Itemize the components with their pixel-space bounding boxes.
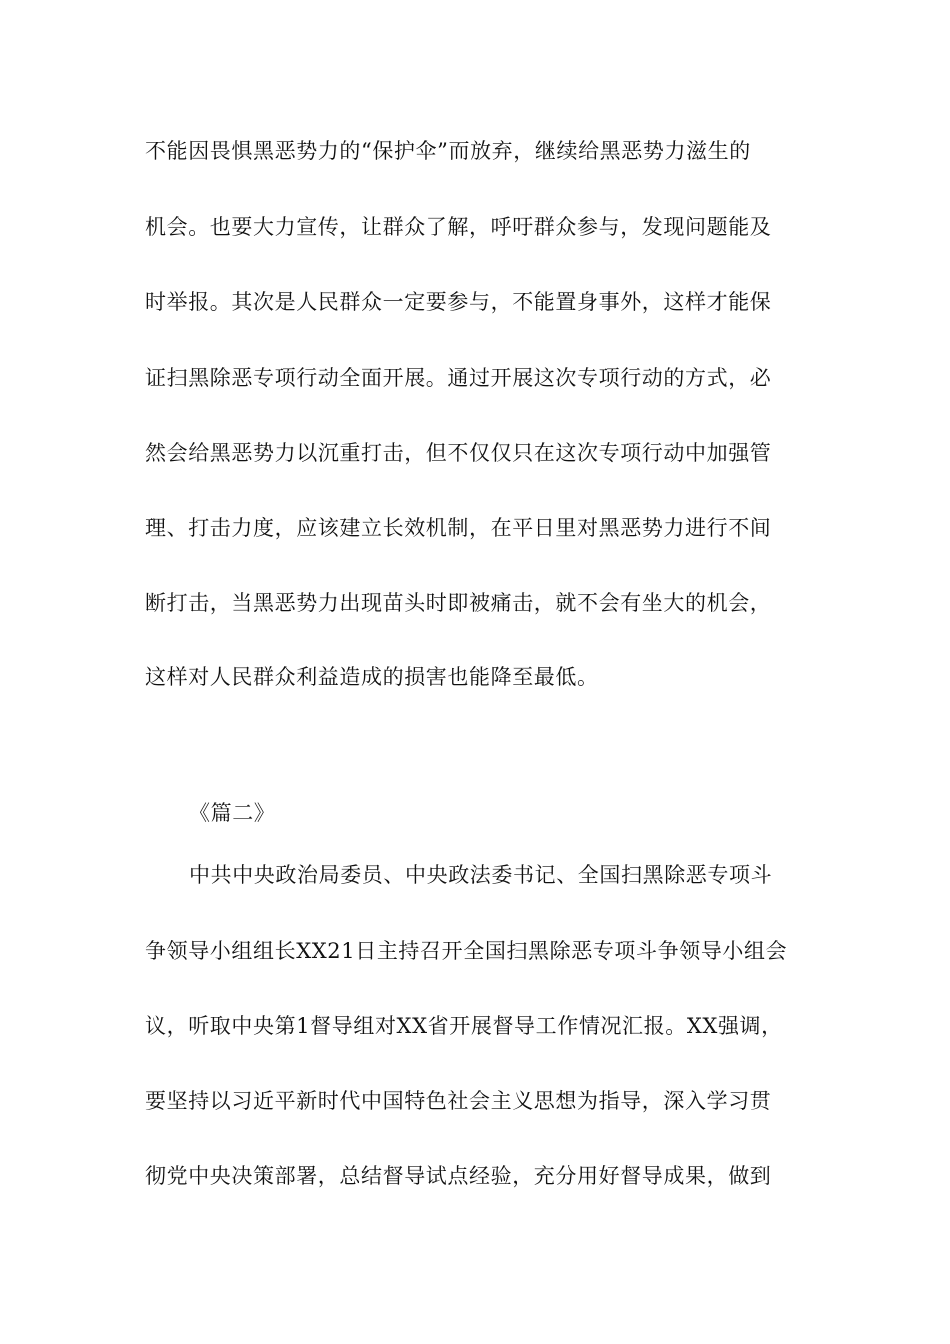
paragraph-line: 不能因畏惧黑恶势力的“保护伞”而放弃，继续给黑恶势力滋生的 xyxy=(145,139,751,163)
paragraph-line: 然会给黑恶势力以沉重打击，但不仅仅只在这次专项行动中加强管 xyxy=(145,441,772,465)
paragraph-line: 证扫黑除恶专项行动全面开展。通过开展这次专项行动的方式，必 xyxy=(145,366,772,390)
section-heading: 《篇二》 xyxy=(189,801,276,825)
paragraph-line: 议，听取中央第1督导组对XX省开展督导工作情况汇报。XX强调， xyxy=(145,1014,783,1038)
paragraph-line: 要坚持以习近平新时代中国特色社会主义思想为指导，深入学习贯 xyxy=(145,1089,772,1113)
paragraph-line: 理、打击力度，应该建立长效机制，在平日里对黑恶势力进行不间 xyxy=(145,516,772,540)
paragraph-line: 中共中央政治局委员、中央政法委书记、全国扫黑除恶专项斗 xyxy=(189,863,773,887)
paragraph-line: 这样对人民群众利益造成的损害也能降至最低。 xyxy=(145,665,599,689)
paragraph-line: 断打击，当黑恶势力出现苗头时即被痛击，就不会有坐大的机会， xyxy=(145,591,772,615)
paragraph-line: 时举报。其次是人民群众一定要参与，不能置身事外，这样才能保 xyxy=(145,290,772,314)
paragraph-line: 争领导小组组长XX21日主持召开全国扫黑除恶专项斗争领导小组会 xyxy=(145,939,788,963)
paragraph-line: 机会。也要大力宣传，让群众了解，呼吁群众参与，发现问题能及 xyxy=(145,215,772,239)
paragraph-line: 彻党中央决策部署，总结督导试点经验，充分用好督导成果，做到 xyxy=(145,1164,772,1188)
